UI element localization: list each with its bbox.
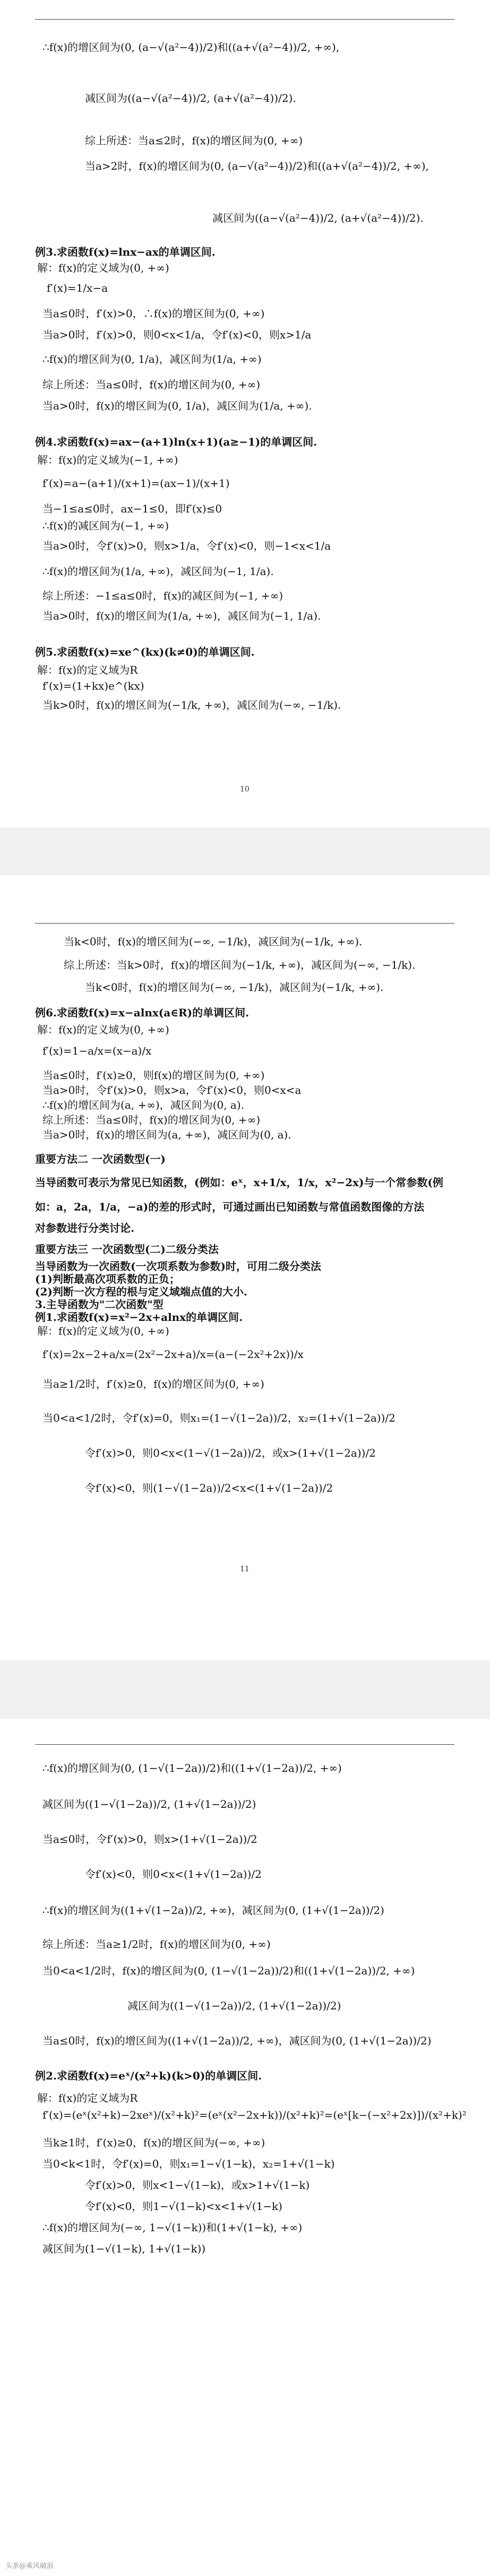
text-line: 当k>0时，f(x)的增区间为(−1/k, +∞)，减区间为(−∞, −1/k).	[42, 699, 341, 711]
text-line: 当0<k<1时，令f′(x)=0，则x₁=1−√(1−k)，x₂=1+√(1−k)	[42, 2157, 335, 2170]
text-line: 综上所述：当a≤0时，f(x)的增区间为(0, +∞)	[42, 1113, 261, 1126]
text-line: 当导函数为一次函数(一次项系数为参数)时，可用二级分类法	[35, 1260, 321, 1273]
formula-line: f′(x)=(eˣ(x²+k)−2xeˣ)/(x²+k)²=(eˣ(x²−2x+k))/(x²+k)²=(eˣ[k−(−x²+2x)])/(x²+k)²	[42, 2109, 467, 2121]
example-heading: 例4.求函数f(x)=ax−(a+1)ln(x+1)(a≥−1)的单调区间.	[35, 436, 317, 448]
text-line: 解：f(x)的定义域为(0, +∞)	[37, 262, 169, 274]
watermark: 头条@乘风破浪	[5, 2562, 54, 2570]
text-line: 当a>0时，f(x)的增区间为(0, 1/a)，减区间为(1/a, +∞).	[42, 399, 312, 412]
text-line: (2)判断一次方程的根与定义域端点值的大小.	[35, 1285, 247, 1298]
text-line: 减区间为(1−√(1−k), 1+√(1−k))	[42, 2242, 206, 2255]
method-heading: 重要方法二 一次函数型(一)	[35, 1153, 166, 1165]
text-line: 减区间为((a−√(a²−4))/2, (a+√(a²−4))/2).	[85, 92, 296, 105]
example-heading: 例6.求函数f(x)=x−alnx(a∈R)的单调区间.	[35, 1006, 250, 1019]
text-line: 综上所述：当a≥1/2时，f(x)的增区间为(0, +∞)	[42, 1938, 271, 1951]
text-line: ∴f(x)的增区间为((1+√(1−2a))/2, +∞)，减区间为(0, (1+√(1−2a))/2)	[42, 1904, 384, 1917]
text-line: ∴f(x)的增区间为(0, 1/a)，减区间为(1/a, +∞)	[42, 353, 262, 365]
text-line: 当a≤0时，f′(x)≥0，则f(x)的增区间为(0, +∞)	[42, 1069, 265, 1082]
page-number: 11	[240, 1565, 250, 1573]
text-line: 当−1≤a≤0时，ax−1≤0，即f′(x)≤0	[42, 502, 222, 515]
text-line: ∴f(x)的增区间为(−∞, 1−√(1−k))和(1+√(1−k), +∞)	[42, 2221, 303, 2234]
text-line: 减区间为((1−√(1−2a))/2, (1+√(1−2a))/2)	[127, 1999, 341, 2012]
formula-line: f′(x)=2x−2+a/x=(2x²−2x+a)/x=(a−(−2x²+2x))/x	[42, 1348, 304, 1361]
text-line: 综上所述：当a≤2时，f(x)的增区间为(0, +∞)	[85, 134, 303, 147]
text-line: 对参数进行分类讨论.	[35, 1222, 134, 1234]
text-line: (1)判断最高次项系数的正负；	[35, 1273, 180, 1285]
formula-line: f′(x)=1−a/x=(x−a)/x	[42, 1045, 152, 1057]
text-line: 当k≥1时，f′(x)≥0，f(x)的增区间为(−∞, +∞)	[42, 2136, 265, 2149]
text-line: ∴f(x)的增区间为(0, (1−√(1−2a))/2)和((1+√(1−2a))/2, +∞)	[42, 1762, 342, 1774]
text-line: 当a>0时，令f′(x)>0，则x>a，令f′(x)<0，则0<x<a	[42, 1084, 302, 1096]
example-heading: 例5.求函数f(x)=xe^(kx)(k≠0)的单调区间.	[35, 646, 255, 658]
formula-line: f′(x)=(1+kx)e^(kx)	[42, 680, 144, 692]
text-line: 当a>0时，f′(x)>0，则0<x<1/a，令f′(x)<0，则x>1/a	[42, 328, 312, 341]
text-line: 减区间为((a−√(a²−4))/2, (a+√(a²−4))/2).	[212, 212, 424, 224]
text-line: 当k<0时，f(x)的增区间为(−∞, −1/k)，减区间为(−1/k, +∞).	[64, 935, 363, 948]
text-line: ∴f(x)的增区间为(a, +∞)，减区间为(0, a).	[42, 1099, 244, 1111]
text-line: 如：a，2a，1/a，−a)的差的形式时，可通过画出已知函数与常值函数图像的方法	[35, 1200, 425, 1213]
document-page-1	[0, 0, 490, 828]
text-line: 解：f(x)的定义域为(0, +∞)	[37, 1325, 169, 1337]
formula-line: f′(x)=1/x−a	[47, 282, 108, 294]
text-line: 当a≥1/2时，f′(x)≥0，f(x)的增区间为(0, +∞)	[42, 1378, 264, 1390]
text-line: 解：f(x)的定义域为(0, +∞)	[37, 1023, 169, 1036]
text-line: 当a>2时，f(x)的增区间为(0, (a−√(a²−4))/2)和((a+√(a²−4))/2, +∞),	[85, 160, 429, 172]
text-line: 3.主导函数为"二次函数"型	[35, 1298, 164, 1311]
formula-line: f′(x)=a−(a+1)/(x+1)=(ax−1)/(x+1)	[42, 477, 230, 490]
text-line: 当0<a<1/2时，令f′(x)=0，则x₁=(1−√(1−2a))/2，x₂=(1+√(1−2a))/2	[42, 1412, 396, 1424]
text-line: 综上所述：当k>0时，f(x)的增区间为(−1/k, +∞)，减区间为(−∞, −1/k).	[64, 959, 416, 971]
text-line: 令f′(x)<0，则0<x<(1+√(1−2a))/2	[85, 1868, 262, 1881]
page-number: 10	[240, 785, 250, 794]
text-line: 当k<0时，f(x)的增区间为(−∞, −1/k)，减区间为(−1/k, +∞).	[85, 981, 384, 994]
text-line: 令f′(x)>0，则x<1−√(1−k)，或x>1+√(1−k)	[85, 2179, 310, 2191]
text-line: 令f′(x)>0，则0<x<(1−√(1−2a))/2，或x>(1+√(1−2a))/2	[85, 1447, 376, 1459]
method-heading: 重要方法三 一次函数型(二)二级分类法	[35, 1243, 219, 1256]
text-line: 当a≤0时，f′(x)>0，∴f(x)的增区间为(0, +∞)	[42, 307, 265, 320]
text-line: 当导函数可表示为常见已知函数，(例如：eˣ，x+1/x，1/x，x²−2x)与一个常参数(例	[35, 1176, 443, 1189]
text-line: 当a≤0时，令f′(x)>0，则x>(1+√(1−2a))/2	[42, 1833, 257, 1846]
text-line: 当a≤0时，f(x)的增区间为((1+√(1−2a))/2, +∞)，减区间为(0, (1+√(1−2a))/2)	[42, 2034, 432, 2047]
text-line: ∴f(x)的减区间为(−1, +∞)	[42, 519, 169, 532]
page-header-rule	[35, 923, 454, 924]
example-heading: 例2.求函数f(x)=eˣ/(x²+k)(k>0)的单调区间.	[35, 2069, 262, 2082]
text-line: 当a>0时，f(x)的增区间为(a, +∞)，减区间为(0, a).	[42, 1128, 291, 1141]
page-header-rule	[35, 19, 454, 20]
document-page-2	[0, 875, 490, 1660]
text-line: 减区间为((1−√(1−2a))/2, (1+√(1−2a))/2)	[42, 1798, 256, 1811]
text-line: 综上所述：−1≤a≤0时，f(x)的减区间为(−1, +∞)	[42, 589, 283, 602]
text-line: 当a>0时，令f′(x)>0，则x>1/a，令f′(x)<0，则−1<x<1/a	[42, 539, 331, 552]
text-line: ∴f(x)的增区间为(0, (a−√(a²−4))/2)和((a+√(a²−4))/2, +∞),	[42, 41, 340, 54]
text-line: 解：f(x)的定义域为R	[37, 664, 138, 676]
text-line: 当a>0时，f(x)的增区间为(1/a, +∞)，减区间为(−1, 1/a).	[42, 610, 321, 622]
text-line: 令f′(x)<0，则1−√(1−k)<x<1+√(1−k)	[85, 2200, 282, 2213]
page-header-rule	[35, 1744, 454, 1745]
text-line: 解：f(x)的定义域为(−1, +∞)	[37, 454, 178, 466]
example-heading: 例3.求函数f(x)=lnx−ax的单调区间.	[35, 246, 216, 258]
text-line: ∴f(x)的增区间为(1/a, +∞)，减区间为(−1, 1/a).	[42, 565, 274, 578]
text-line: 解：f(x)的定义域为R	[37, 2092, 138, 2104]
text-line: 令f′(x)<0，则(1−√(1−2a))/2<x<(1+√(1−2a))/2	[85, 1482, 333, 1494]
text-line: 综上所述：当a≤0时，f(x)的增区间为(0, +∞)	[42, 378, 261, 391]
document-page-3	[0, 1719, 490, 2576]
example-heading: 例1.求函数f(x)=x²−2x+alnx的单调区间.	[35, 1311, 243, 1324]
text-line: 当0<a<1/2时，f(x)的增区间为(0, (1−√(1−2a))/2)和((1+√(1−2a))/2, +∞)	[42, 1964, 415, 1977]
